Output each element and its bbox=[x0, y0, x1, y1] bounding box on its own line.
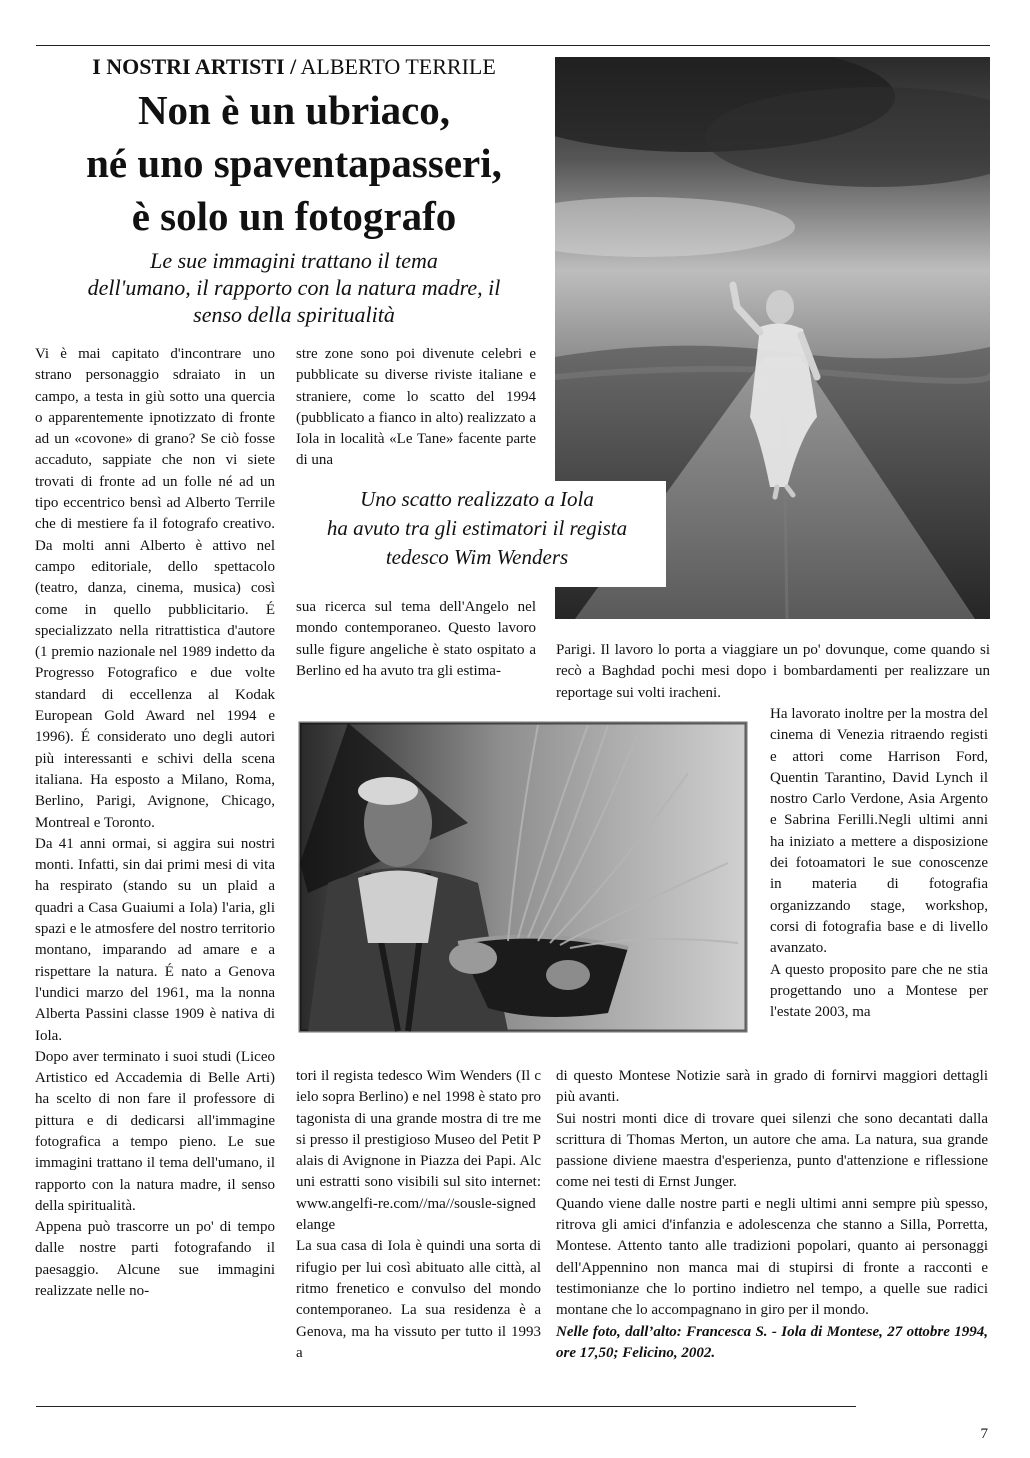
page-number: 7 bbox=[980, 1426, 988, 1442]
paragraph: sua ricerca sul tema dell'Angelo nel mondo contemporaneo. Questo lavoro sulle figure angeliche è stato ospitato a Berlino ed ha avuto tra gli estima- bbox=[296, 599, 536, 679]
section-label: I NOSTRI ARTISTI / bbox=[92, 54, 297, 79]
headline-line-1: Non è un ubriaco, bbox=[137, 87, 451, 133]
pullquote-line-3: tedesco Wim Wenders bbox=[385, 545, 569, 569]
paragraph: Ha lavorato inoltre per la mostra del cinema di Venezia ritraendo registi e attori come Harrison Ford, Quentin Tarantino, David Lynch il nostro Carlo Verdone, Asia Argento e Sabrina Ferilli.Negli ultimi anni ha iniziato a mettere a disposizione dei fotoamatori le sue conoscenze in materia di fotografia organizzando stage, workshop, corsi di fotografia base e di livello avanzato. bbox=[770, 706, 988, 957]
article-column-3-bottom bbox=[556, 1066, 988, 1364]
photo-caption: Nelle foto, dall’alto: Francesca S. - Iola di Montese, 27 ottobre 1994, ore 17,50; Felicino, 2002. bbox=[556, 1323, 988, 1361]
article-column-2-top bbox=[296, 344, 536, 472]
article-column-2-bottom bbox=[296, 1066, 541, 1364]
paragraph: Da 41 anni ormai, si aggira sui nostri monti. Infatti, sin dai primi mesi di vita ha respirato (stando su un plaid a quadri a Casa Guaiumi a Iola) l'aria, gli spazi e le atmosfere del nostro territorio montano, imparando ad amare e a rispettare la natura. É nato a Genova l'undici marzo del 1961, ma la nonna Alberta Passini classe 1909 è nativa di Iola. bbox=[35, 835, 275, 1044]
headline-line-2: né uno spaventapasseri, bbox=[86, 140, 502, 186]
subhead-line-2: dell'umano, il rapporto con la natura madre, il bbox=[87, 275, 501, 300]
artist-label: ALBERTO TERRILE bbox=[300, 54, 496, 79]
pullquote-line-1: Uno scatto realizzato a Iola bbox=[360, 487, 594, 511]
paragraph: Dopo aver terminato i suoi studi (Liceo Artistico ed Accademia di Belle Arti) ha scelto di non fare il professore di pittura e di dedicarsi all'immagine fotografica a tempo pieno. Le sue immagini trattano il tema dell'umano, il rapporto con la natura madre, il senso della spiritualità. bbox=[35, 1048, 275, 1214]
paragraph: Appena può trascorre un po' di tempo dalle nostre parti fotografando il paesaggio. Alcune sue immagini realizzate nelle no- bbox=[35, 1219, 275, 1300]
section-kicker bbox=[36, 54, 552, 80]
paragraph: Quando viene dalle nostre parti e negli ultimi anni sempre più spesso, ritrova gli amici d'infanzia e adolescenza che stanno a Silla, Porretta, Montese. Attento tanto alle tradizioni popolari, quanto ai personaggi dell'Appennino non manca mai di stupirsi di fronte a racconti e testimonianze che lo portino indietro nel tempo, a quelle sue radici montane che lo accompagnano in giro per il mondo. bbox=[556, 1195, 988, 1319]
paragraph: stre zone sono poi divenute celebri e pubblicate su diverse riviste italiane e straniere, come lo scatto del 1994 (pubblicato a fianco in alto) realizzato a Iola in località «Le Tane» facente parte di una bbox=[296, 346, 536, 469]
article-column-2-middle bbox=[296, 597, 536, 682]
article-column-3-top bbox=[556, 640, 990, 704]
top-rule bbox=[36, 45, 990, 46]
article-headline bbox=[36, 84, 552, 243]
article-column-1 bbox=[35, 344, 275, 1302]
bottom-rule-left bbox=[36, 1406, 556, 1407]
paragraph: A questo proposito pare che ne stia progettando uno a Montese per l'estate 2003, ma bbox=[770, 961, 988, 1021]
paragraph: Vi è mai capitato d'incontrare uno strano personaggio sdraiato in un campo, a testa in giù sotto una quercia o apparentemente ipnotizzato di fronte ad un «covone» di grano? Se ciò fosse accaduto, sappiate che non vi siete trovati di fronte ad un folle né ad un tipo eccentrico bensì ad Alberto Terrile che di mestiere fa il fotografo creativo. Da molti anni Alberto è attivo nel campo editoriale, dello spettacolo (teatro, danza, cinema, musica) così come in quello pubblicitario. É specializzato nella ritrattistica d'autore (1 premio nazionale nel 1989 indetto da Progresso Fotografico e due volte standard di eccellenza al Kodak European Gold Award nel 1994 e 1996). É considerato uno degli autori più interessanti e schivi della scena italiana. Ha esposto a Milano, Roma, Berlino, Parigi, Avignone, Chicago, Montreal e Toronto. bbox=[35, 346, 275, 831]
article-column-3-side bbox=[770, 704, 988, 1023]
subhead-line-1: Le sue immagini trattano il tema bbox=[150, 248, 438, 273]
pullquote-line-2: ha avuto tra gli estimatori il regista bbox=[326, 516, 628, 540]
subhead-line-3: senso della spiritualità bbox=[193, 302, 395, 327]
paragraph: di questo Montese Notizie sarà in grado di fornirvi maggiori dettagli più avanti. bbox=[556, 1068, 988, 1106]
headline-line-3: è solo un fotografo bbox=[131, 193, 457, 239]
paragraph: La sua casa di Iola è quindi una sorta di rifugio per lui così abituato alle città, al ritmo frenetico e convulso del mondo contemporaneo. La sua residenza è a Genova, ma ha vissuto per tutto il 1993 a bbox=[296, 1238, 541, 1361]
pull-quote bbox=[288, 481, 666, 587]
paragraph: Sui nostri monti dice di trovare quei silenzi che sono decantati dalla scrittura di Thomas Merton, un autore che ama. La natura, sua grande passione diviene maestra d'esperienza, punto d'attenzione e riflessione come nei testi di Ernst Junger. bbox=[556, 1110, 988, 1191]
basket-weaver-photo bbox=[288, 713, 760, 1043]
article-subheadline bbox=[36, 247, 552, 328]
paragraph: Parigi. Il lavoro lo porta a viaggiare un po' dovunque, come quando si recò a Baghdad pochi mesi dopo i bombardamenti per realizzare un reportage sui volti iracheni. bbox=[556, 642, 990, 701]
paragraph: tori il regista tedesco Wim Wenders (Il cielo sopra Berlino) e nel 1998 è stato protagonista di una grande mostra di tre mesi presso il prestigioso Museo del Petit Palais di Avignone in Piazza dei Papi. Alcuni estratti sono visibili sul sito internet: www.angelfi-re.com//ma//sousle-signedelange bbox=[296, 1068, 541, 1234]
bottom-rule-right bbox=[556, 1406, 856, 1407]
